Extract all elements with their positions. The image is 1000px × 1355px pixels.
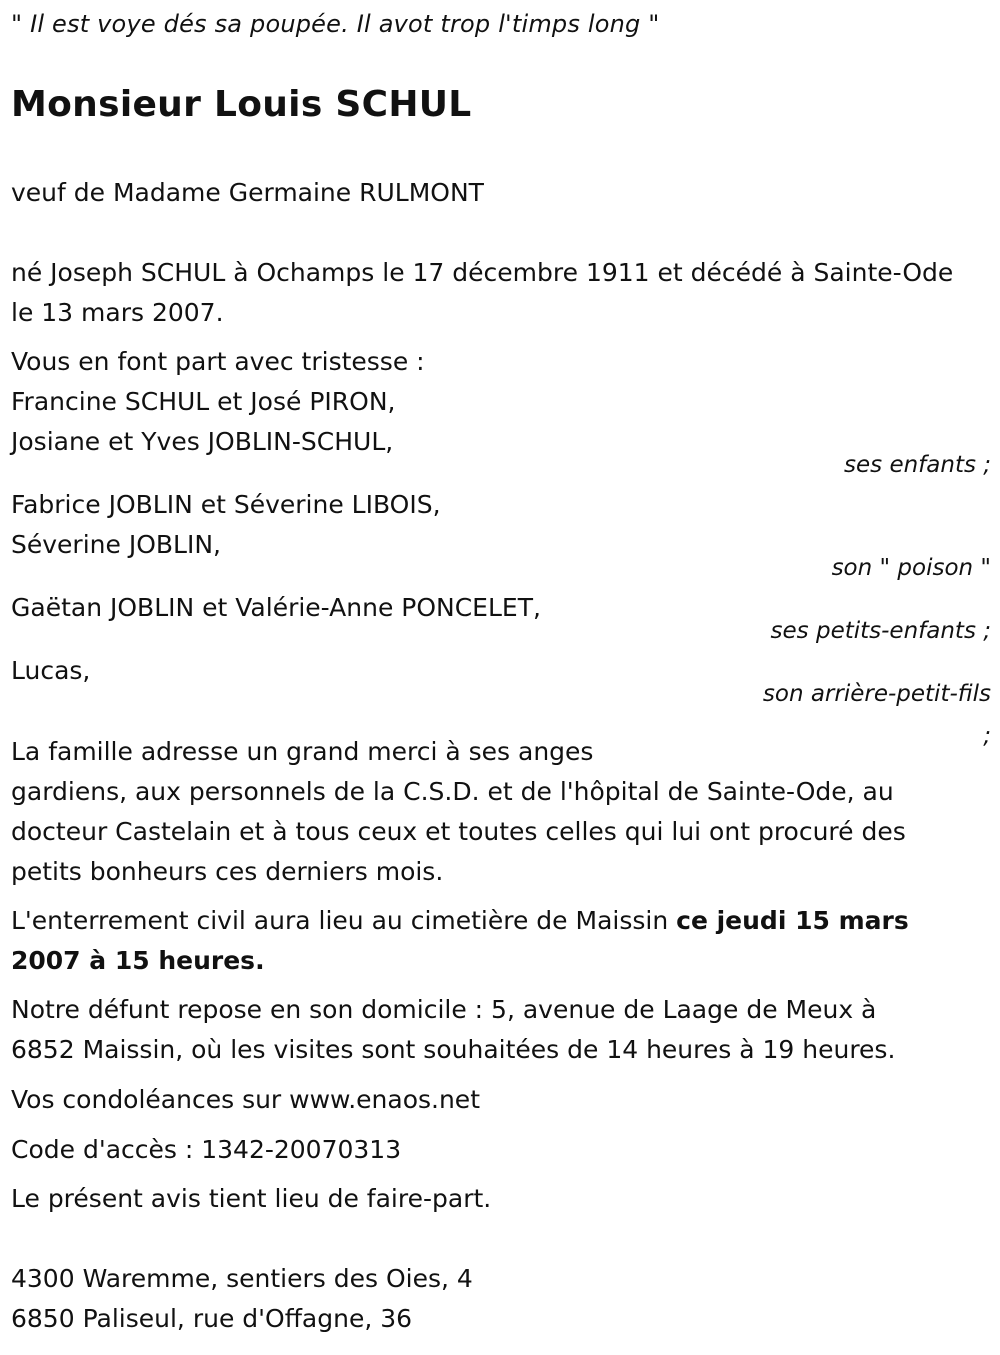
rest-line-2: 6852 Maissin, où les visites sont souhaitées de 14 heures à 19 heures. — [11, 1035, 896, 1064]
poison-name-2: Séverine JOBLIN, — [11, 530, 221, 559]
burial-date-bold-2: 2007 à 15 heures. — [11, 946, 265, 975]
epigraph-quote: " Il est voye dés sa poupée. Il avot trop l'timps long " — [11, 10, 660, 38]
thanks-line-2: gardiens, aux personnels de la C.S.D. et de l'hôpital de Sainte-Ode, au — [11, 777, 894, 806]
poison-name-1: Fabrice JOBLIN et Séverine LIBOIS, — [11, 490, 441, 519]
announce-line: Vous en font part avec tristesse : — [11, 347, 425, 376]
thanks-line-3: docteur Castelain et à tous ceux et toutes celles qui lui ont procuré des — [11, 817, 906, 846]
burial-line-1 — [11, 901, 909, 941]
burial-text: L'enterrement civil aura lieu au cimetière de Maissin — [11, 906, 677, 935]
grandchildren-name-1: Gaëtan JOBLIN et Valérie-Anne PONCELET, — [11, 593, 541, 622]
thanks-line-4: petits bonheurs ces derniers mois. — [11, 857, 444, 886]
great-grandchild-role-end: ; — [983, 723, 991, 749]
deceased-name-title: Monsieur Louis SCHUL — [11, 84, 472, 125]
great-grandchild-name: Lucas, — [11, 656, 91, 685]
notice-line: Le présent avis tient lieu de faire-part. — [11, 1184, 492, 1213]
birth-line-1: né Joseph SCHUL à Ochamps le 17 décembre 1911 et décédé à Sainte-Ode — [11, 258, 954, 287]
address-line-1: 4300 Waremme, sentiers des Oies, 4 — [11, 1264, 473, 1293]
children-name-1: Francine SCHUL et José PIRON, — [11, 387, 396, 416]
grandchildren-role: ses petits-enfants ; — [770, 618, 991, 644]
children-role: ses enfants ; — [844, 452, 991, 478]
children-name-2: Josiane et Yves JOBLIN-SCHUL, — [11, 427, 394, 456]
burial-date-bold-1: ce jeudi 15 mars — [676, 906, 909, 935]
address-line-2: 6850 Paliseul, rue d'Offagne, 36 — [11, 1304, 413, 1333]
access-code-line: Code d'accès : 1342-20070313 — [11, 1135, 402, 1164]
widow-line: veuf de Madame Germaine RULMONT — [11, 178, 484, 207]
condolences-line: Vos condoléances sur www.enaos.net — [11, 1085, 480, 1114]
rest-line-1: Notre défunt repose en son domicile : 5, avenue de Laage de Meux à — [11, 995, 877, 1024]
poison-role: son " poison " — [831, 555, 991, 581]
birth-line-2: le 13 mars 2007. — [11, 298, 224, 327]
thanks-line-1: La famille adresse un grand merci à ses anges — [11, 737, 594, 766]
great-grandchild-role: son arrière-petit-fils — [762, 681, 991, 707]
